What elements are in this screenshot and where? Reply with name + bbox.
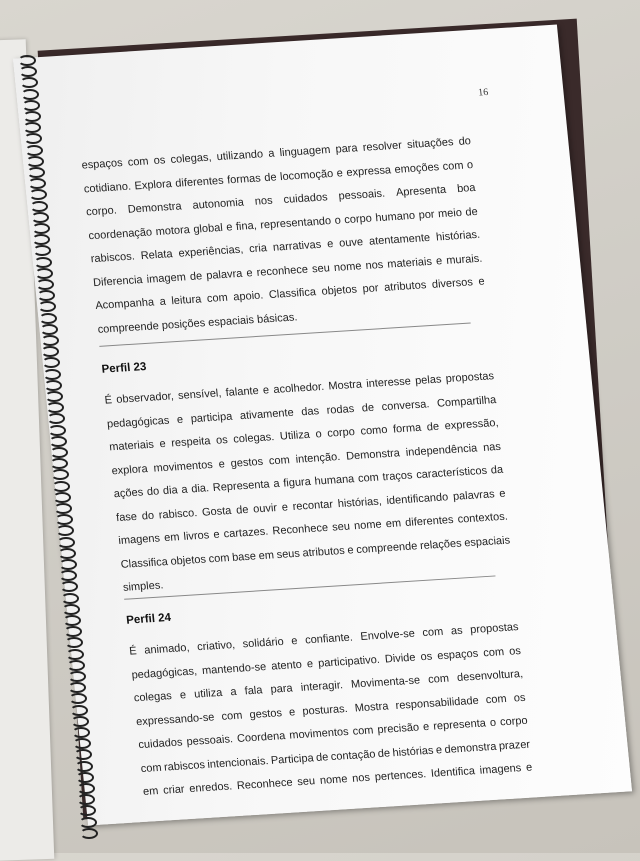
profile-24 [126,590,534,804]
binding-coil [18,55,36,66]
binding-coil [72,727,90,738]
text-line: simples. [122,579,164,594]
binding-coil [32,223,50,234]
text-line: expressando-se com gestos e posturas. Mostra responsabilidade com os [135,691,526,728]
binding-coil [32,234,50,245]
binding-coil [34,257,52,268]
text-line: corpo. Demonstra autonomia nos cuidados pessoais. Apresenta boa [85,181,477,219]
text-line: Acompanha a leitura com apoio. Classifica objetos por atributos diversos e [94,275,486,312]
binding-coil [39,313,57,324]
profile-title: Perfil 24 [125,611,172,627]
binding-coil [40,324,58,335]
binding-coil [79,817,97,828]
binding-coil [21,89,39,100]
binding-coil [57,537,75,548]
binding-coil [50,447,68,458]
binding-coil [71,716,89,727]
text-line: Classifica objetos com base em seus atributos e compreende relações espaciais [120,533,511,571]
binding-coil [62,604,80,615]
binding-coil [43,369,61,380]
binding-coil [23,122,41,133]
binding-coil [80,828,98,839]
text-line: cuidados pessoais. Coordena movimentos com precisão e representa o corpo [137,714,529,752]
binding-coil [31,212,49,223]
text-line: imagens em livros e cartazes. Reconhece seu nome em diferentes contextos. [117,510,509,548]
binding-coil [75,761,93,772]
binding-coil [28,178,46,189]
text-line: pedagógicas e participa ativamente das rodas de conversa. Compartilha [106,393,497,431]
binding-coil [58,548,76,559]
page-number: 16 [477,86,489,99]
binding-coil [26,156,44,167]
binding-coil [48,425,66,436]
binding-coil [53,492,71,503]
binding-coil [54,503,72,514]
binding-coil [68,671,86,682]
binding-coil [24,133,42,144]
text-line: coordenação motora global e fina, representando o corpo humano por meio de [87,205,479,242]
text-line: em criar enredos. Reconhece seu nome nos pertences. Identifica imagens e [142,761,533,798]
text-line: É observador, sensível, falante e acolhedor. Mostra interesse pelas propostas [104,370,495,407]
binding-coil [67,660,85,671]
binding-coil [29,189,47,200]
text-line: ações do dia a dia. Representa a figura humana com traços característicos da [113,463,504,501]
binding-coil [63,615,81,626]
text-line: explora movimentos e gestos com intenção. Demonstra independência nas [111,440,502,477]
text-line: espaços com os colegas, utilizando a linguagem para resolver situações do [81,135,472,172]
text-line: fase do rabisco. Gosta de ouvir e recontar histórias, identificando palavras e [115,487,506,524]
text-line: pedagógicas, mantendo-se atento e participativo. Divide os espaços com os [131,644,522,681]
text-line: É animado, criativo, solidário e confiante. Envolve-se com as propostas [128,621,520,658]
profile-23 [101,339,513,600]
text-line: colegas e utiliza a fala para interagir. Movimenta-se com desenvoltura, [133,667,524,705]
binding-coil [61,593,79,604]
binding-coil [35,268,53,279]
text-line: compreende posições espaciais básicas. [97,310,298,336]
binding-coil [70,705,88,716]
text-line: cotidiano. Explora diferentes formas de locomoção e expressa emoções com o [83,158,474,195]
binding-coil [41,335,59,346]
binding-coil [59,559,77,570]
text-line: Diferencia imagem de palavra e reconhece seu nome nos materiais e murais. [92,252,483,289]
binding-coil [20,77,38,88]
text-line: com rabiscos intencionais. Participa de contação de histórias e demonstra prazer [140,738,531,775]
binding-coil [52,481,70,492]
binding-coil [19,66,37,77]
document-page [13,24,632,825]
binding-coil [49,436,67,447]
binding-coil [23,111,41,122]
binding-coil [44,380,62,391]
binding-coil [66,649,84,660]
binding-coil [30,201,48,212]
profile-title: Perfil 23 [101,360,147,376]
binding-coil [27,167,45,178]
text-line: materiais e respeita os colegas. Utiliza o corpo como forma de expressão, [108,416,500,454]
intro-paragraph [81,130,489,342]
binding-coil [45,391,63,402]
text-line: rabiscos. Relata experiências, cria narrativas e ouve atentamente histórias. [90,228,481,266]
binding-coil [77,783,95,794]
binding-coil [76,772,94,783]
binding-coil [36,279,54,290]
binding-coil [22,100,40,111]
binding-coil [25,145,43,156]
spiral-binding [18,55,48,855]
